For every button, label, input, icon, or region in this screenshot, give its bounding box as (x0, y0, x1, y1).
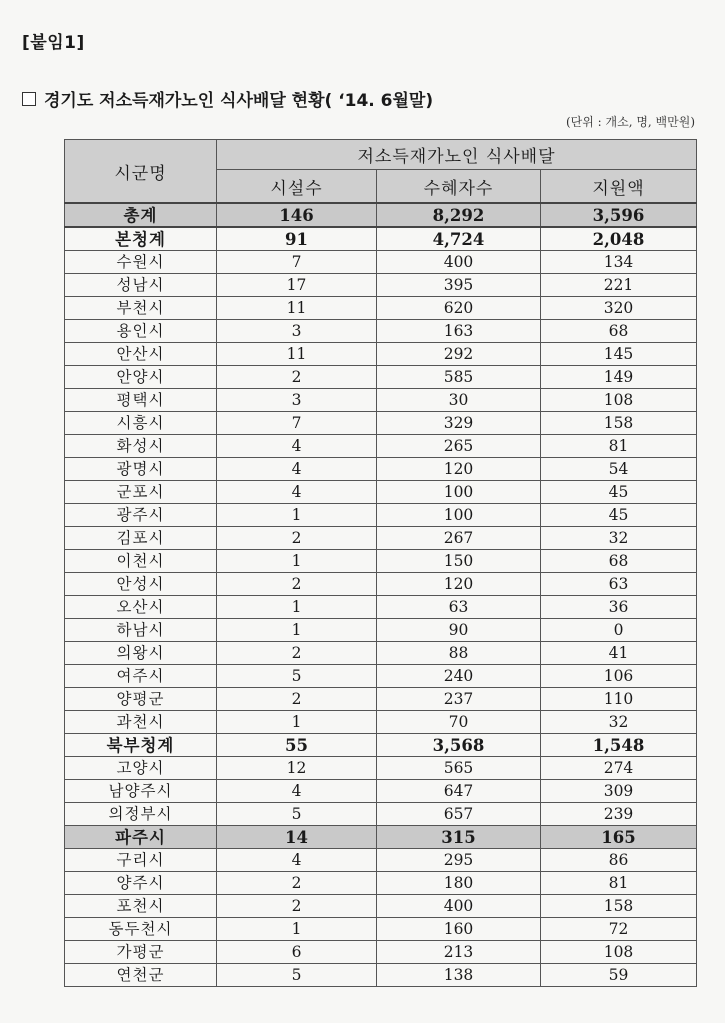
cell-region: 고양시 (65, 757, 217, 780)
cell-facilities: 2 (217, 366, 377, 389)
cell-facilities: 7 (217, 412, 377, 435)
cell-support: 108 (541, 389, 697, 412)
cell-support: 59 (541, 964, 697, 987)
cell-support: 320 (541, 297, 697, 320)
cell-facilities: 11 (217, 297, 377, 320)
cell-facilities: 55 (217, 734, 377, 757)
cell-facilities: 146 (217, 203, 377, 227)
cell-region: 수원시 (65, 251, 217, 274)
cell-region: 이천시 (65, 550, 217, 573)
header-region: 시군명 (65, 140, 217, 204)
table-row (65, 596, 697, 619)
table-row (65, 642, 697, 665)
cell-support: 134 (541, 251, 697, 274)
cell-region: 양평군 (65, 688, 217, 711)
table-row (65, 227, 697, 251)
cell-beneficiaries: 163 (377, 320, 541, 343)
cell-support: 165 (541, 826, 697, 849)
cell-support: 2,048 (541, 227, 697, 251)
header-support: 지원액 (541, 170, 697, 204)
cell-facilities: 4 (217, 849, 377, 872)
cell-region: 광주시 (65, 504, 217, 527)
cell-region: 양주시 (65, 872, 217, 895)
table-row (65, 458, 697, 481)
cell-support: 81 (541, 435, 697, 458)
cell-beneficiaries: 138 (377, 964, 541, 987)
cell-support: 32 (541, 527, 697, 550)
cell-region: 구리시 (65, 849, 217, 872)
table-row (65, 251, 697, 274)
cell-region: 화성시 (65, 435, 217, 458)
cell-facilities: 17 (217, 274, 377, 297)
attachment-label: [붙임1] (22, 33, 85, 53)
cell-support: 45 (541, 481, 697, 504)
cell-support: 54 (541, 458, 697, 481)
cell-support: 149 (541, 366, 697, 389)
cell-beneficiaries: 265 (377, 435, 541, 458)
cell-beneficiaries: 120 (377, 573, 541, 596)
cell-facilities: 2 (217, 573, 377, 596)
cell-beneficiaries: 4,724 (377, 227, 541, 251)
cell-region: 북부청계 (65, 734, 217, 757)
cell-support: 32 (541, 711, 697, 734)
cell-facilities: 5 (217, 964, 377, 987)
meal-delivery-table (64, 139, 697, 987)
table-row (65, 527, 697, 550)
cell-region: 부천시 (65, 297, 217, 320)
table-row (65, 343, 697, 366)
cell-beneficiaries: 70 (377, 711, 541, 734)
table-row (65, 504, 697, 527)
table-row (65, 389, 697, 412)
table-row (65, 665, 697, 688)
header-facilities: 시설수 (217, 170, 377, 204)
cell-beneficiaries: 237 (377, 688, 541, 711)
cell-support: 72 (541, 918, 697, 941)
cell-region: 과천시 (65, 711, 217, 734)
cell-region: 의왕시 (65, 642, 217, 665)
cell-facilities: 3 (217, 320, 377, 343)
table-row (65, 573, 697, 596)
table-row (65, 412, 697, 435)
header-group: 저소득재가노인 식사배달 (217, 140, 697, 170)
table-row (65, 757, 697, 780)
cell-facilities: 2 (217, 642, 377, 665)
cell-support: 309 (541, 780, 697, 803)
cell-region: 군포시 (65, 481, 217, 504)
cell-beneficiaries: 88 (377, 642, 541, 665)
cell-facilities: 2 (217, 527, 377, 550)
cell-beneficiaries: 180 (377, 872, 541, 895)
cell-region: 안양시 (65, 366, 217, 389)
table-row (65, 849, 697, 872)
table-row (65, 320, 697, 343)
cell-beneficiaries: 240 (377, 665, 541, 688)
cell-beneficiaries: 3,568 (377, 734, 541, 757)
unit-note: (단위 : 개소, 명, 백만원) (565, 115, 695, 129)
cell-beneficiaries: 647 (377, 780, 541, 803)
cell-facilities: 14 (217, 826, 377, 849)
cell-support: 1,548 (541, 734, 697, 757)
cell-beneficiaries: 315 (377, 826, 541, 849)
cell-beneficiaries: 292 (377, 343, 541, 366)
cell-beneficiaries: 8,292 (377, 203, 541, 227)
cell-facilities: 11 (217, 343, 377, 366)
cell-support: 106 (541, 665, 697, 688)
table-row (65, 435, 697, 458)
cell-region: 포천시 (65, 895, 217, 918)
cell-facilities: 2 (217, 872, 377, 895)
cell-beneficiaries: 160 (377, 918, 541, 941)
table-row (65, 550, 697, 573)
table-row (65, 918, 697, 941)
document-title: 경기도 저소득재가노인 식사배달 현황( ‘14. 6월말) (44, 91, 434, 111)
cell-beneficiaries: 120 (377, 458, 541, 481)
table-body (65, 203, 697, 987)
cell-support: 110 (541, 688, 697, 711)
cell-facilities: 3 (217, 389, 377, 412)
cell-region: 김포시 (65, 527, 217, 550)
table-row (65, 941, 697, 964)
cell-beneficiaries: 267 (377, 527, 541, 550)
cell-support: 36 (541, 596, 697, 619)
cell-support: 81 (541, 872, 697, 895)
cell-support: 158 (541, 895, 697, 918)
cell-facilities: 12 (217, 757, 377, 780)
cell-beneficiaries: 90 (377, 619, 541, 642)
cell-beneficiaries: 400 (377, 895, 541, 918)
table-row (65, 203, 697, 227)
cell-facilities: 1 (217, 504, 377, 527)
cell-support: 68 (541, 320, 697, 343)
cell-beneficiaries: 400 (377, 251, 541, 274)
cell-region: 본청계 (65, 227, 217, 251)
cell-region: 안산시 (65, 343, 217, 366)
table-row (65, 872, 697, 895)
cell-beneficiaries: 295 (377, 849, 541, 872)
cell-support: 158 (541, 412, 697, 435)
cell-beneficiaries: 63 (377, 596, 541, 619)
cell-beneficiaries: 100 (377, 504, 541, 527)
cell-facilities: 1 (217, 596, 377, 619)
cell-support: 41 (541, 642, 697, 665)
cell-facilities: 91 (217, 227, 377, 251)
header-beneficiaries: 수혜자수 (377, 170, 541, 204)
cell-facilities: 5 (217, 665, 377, 688)
table-row (65, 964, 697, 987)
table-row (65, 780, 697, 803)
cell-region: 연천군 (65, 964, 217, 987)
cell-region: 남양주시 (65, 780, 217, 803)
table-row (65, 826, 697, 849)
cell-support: 63 (541, 573, 697, 596)
cell-beneficiaries: 150 (377, 550, 541, 573)
cell-support: 239 (541, 803, 697, 826)
cell-facilities: 4 (217, 481, 377, 504)
document-title-line (22, 86, 433, 111)
cell-facilities: 1 (217, 619, 377, 642)
cell-support: 68 (541, 550, 697, 573)
table-row (65, 803, 697, 826)
cell-facilities: 1 (217, 711, 377, 734)
cell-beneficiaries: 565 (377, 757, 541, 780)
cell-support: 0 (541, 619, 697, 642)
cell-region: 성남시 (65, 274, 217, 297)
cell-beneficiaries: 395 (377, 274, 541, 297)
table-row (65, 734, 697, 757)
table-row (65, 688, 697, 711)
cell-beneficiaries: 100 (377, 481, 541, 504)
cell-region: 오산시 (65, 596, 217, 619)
cell-region: 용인시 (65, 320, 217, 343)
cell-beneficiaries: 329 (377, 412, 541, 435)
cell-facilities: 4 (217, 435, 377, 458)
table-row (65, 895, 697, 918)
cell-beneficiaries: 620 (377, 297, 541, 320)
cell-region: 하남시 (65, 619, 217, 642)
cell-region: 파주시 (65, 826, 217, 849)
cell-region: 총계 (65, 203, 217, 227)
table-row (65, 619, 697, 642)
cell-region: 여주시 (65, 665, 217, 688)
cell-facilities: 1 (217, 918, 377, 941)
cell-support: 274 (541, 757, 697, 780)
checkbox-square-icon (22, 92, 36, 106)
cell-facilities: 6 (217, 941, 377, 964)
cell-support: 221 (541, 274, 697, 297)
table-row (65, 481, 697, 504)
cell-beneficiaries: 585 (377, 366, 541, 389)
cell-region: 시흥시 (65, 412, 217, 435)
cell-facilities: 7 (217, 251, 377, 274)
cell-region: 동두천시 (65, 918, 217, 941)
cell-beneficiaries: 657 (377, 803, 541, 826)
cell-beneficiaries: 30 (377, 389, 541, 412)
cell-support: 86 (541, 849, 697, 872)
cell-facilities: 2 (217, 895, 377, 918)
cell-facilities: 5 (217, 803, 377, 826)
cell-support: 3,596 (541, 203, 697, 227)
cell-support: 45 (541, 504, 697, 527)
cell-facilities: 1 (217, 550, 377, 573)
cell-region: 의정부시 (65, 803, 217, 826)
table-row (65, 711, 697, 734)
cell-region: 가평군 (65, 941, 217, 964)
cell-region: 평택시 (65, 389, 217, 412)
table-row (65, 297, 697, 320)
cell-support: 145 (541, 343, 697, 366)
table-row (65, 274, 697, 297)
cell-facilities: 2 (217, 688, 377, 711)
cell-support: 108 (541, 941, 697, 964)
cell-region: 광명시 (65, 458, 217, 481)
cell-beneficiaries: 213 (377, 941, 541, 964)
cell-facilities: 4 (217, 458, 377, 481)
cell-facilities: 4 (217, 780, 377, 803)
table-row (65, 366, 697, 389)
cell-region: 안성시 (65, 573, 217, 596)
